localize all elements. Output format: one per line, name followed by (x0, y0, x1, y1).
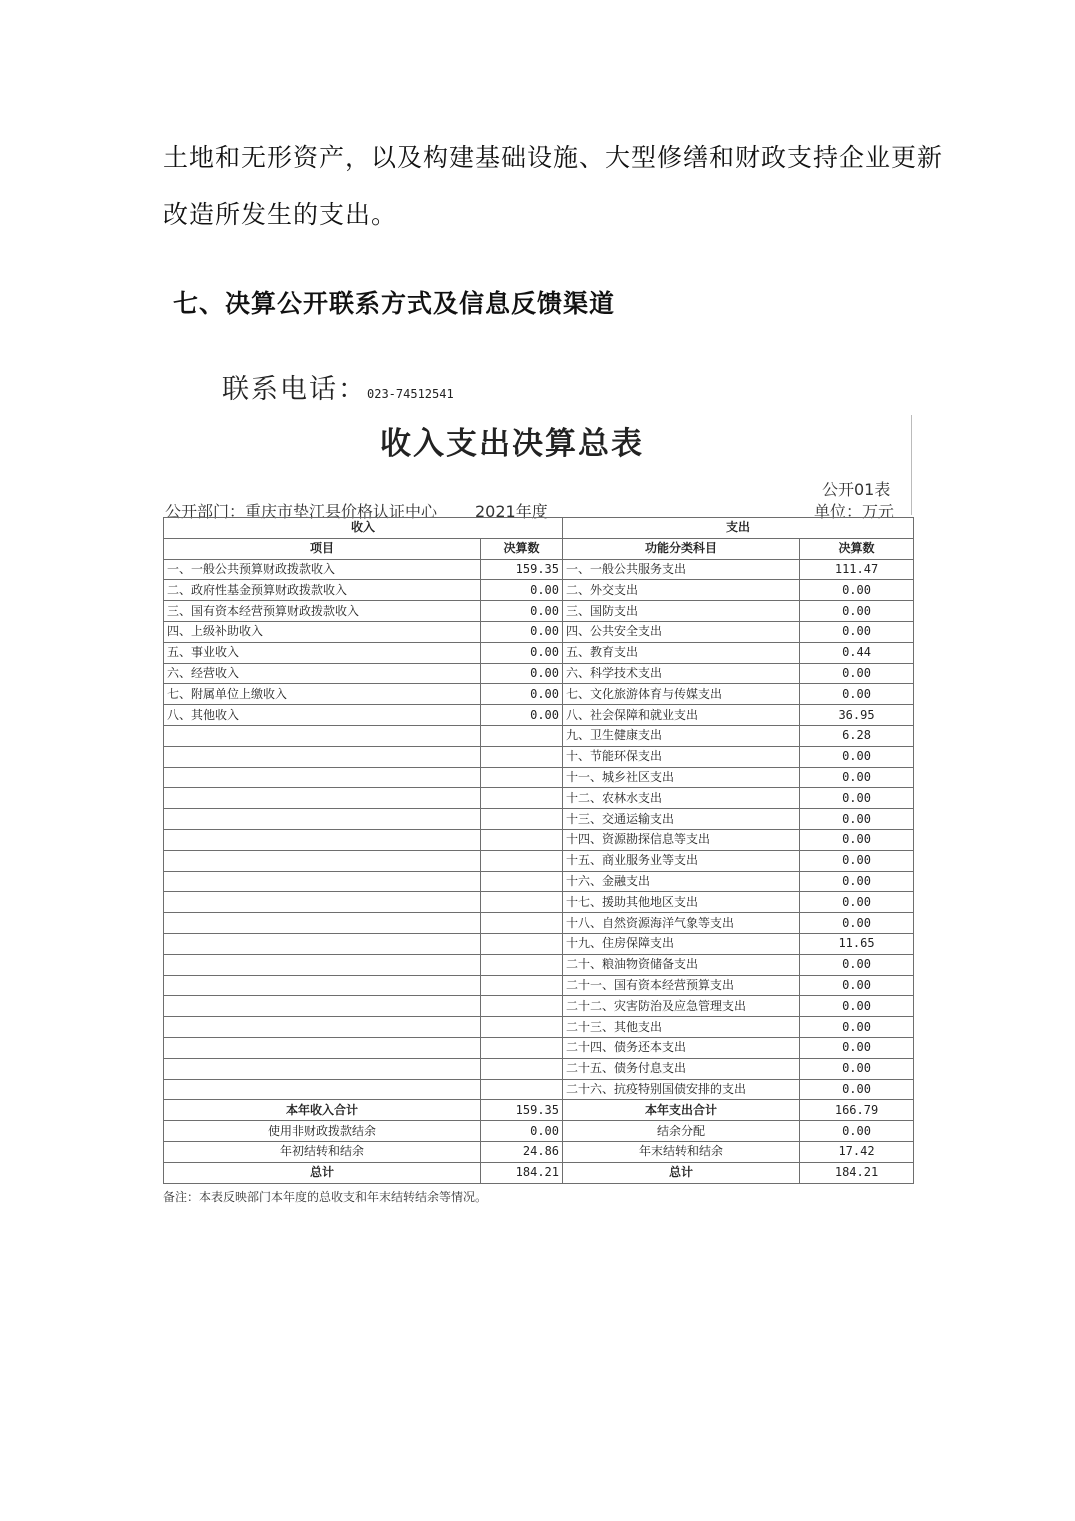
expense-item-cell: 六、科学技术支出 (563, 663, 800, 684)
expense-item-cell: 八、社会保障和就业支出 (563, 705, 800, 726)
income-amount-cell (481, 1079, 563, 1100)
expense-amount-cell: 0.00 (800, 601, 914, 622)
income-amount-cell: 0.00 (481, 601, 563, 622)
table-row (164, 829, 914, 850)
expense-item-cell: 十四、资源勘探信息等支出 (563, 829, 800, 850)
income-item-cell (164, 996, 481, 1017)
expense-amount-cell: 0.00 (800, 892, 914, 913)
income-amount-cell: 0.00 (481, 580, 563, 601)
table-row (164, 850, 914, 871)
summary-expense-amount: 166.79 (800, 1100, 914, 1121)
column-header-amount-expense: 决算数 (800, 538, 914, 559)
phone-number: 023-74512541 (367, 387, 454, 401)
expense-item-cell: 十二、农林水支出 (563, 788, 800, 809)
table-frame-edge (911, 415, 912, 515)
income-item-cell: 一、一般公共预算财政拨款收入 (164, 559, 481, 580)
body-paragraph-line-2: 改造所发生的支出。 (163, 200, 398, 229)
expense-amount-cell: 11.65 (800, 933, 914, 954)
summary-expense-amount: 184.21 (800, 1162, 914, 1183)
income-amount-cell (481, 850, 563, 871)
expense-item-cell: 七、文化旅游体育与传媒支出 (563, 684, 800, 705)
expense-amount-cell: 0.00 (800, 788, 914, 809)
expense-amount-cell: 0.00 (800, 1017, 914, 1038)
income-item-cell (164, 933, 481, 954)
expense-amount-cell: 111.47 (800, 559, 914, 580)
expense-amount-cell: 0.00 (800, 871, 914, 892)
expense-item-cell: 十、节能环保支出 (563, 746, 800, 767)
expense-item-cell: 三、国防支出 (563, 601, 800, 622)
expense-amount-cell: 0.00 (800, 746, 914, 767)
expense-amount-cell: 0.00 (800, 580, 914, 601)
income-amount-cell (481, 1017, 563, 1038)
income-amount-cell: 0.00 (481, 663, 563, 684)
income-amount-cell: 159.35 (481, 559, 563, 580)
income-item-cell (164, 892, 481, 913)
income-item-cell (164, 871, 481, 892)
expense-item-cell: 五、教育支出 (563, 642, 800, 663)
expense-amount-cell: 0.00 (800, 829, 914, 850)
phone-label: 联系电话： (222, 374, 367, 405)
income-amount-cell (481, 975, 563, 996)
summary-expense-label: 本年支出合计 (563, 1100, 800, 1121)
income-item-cell (164, 850, 481, 871)
summary-income-label: 本年收入合计 (164, 1100, 481, 1121)
table-row (164, 954, 914, 975)
income-amount-cell (481, 829, 563, 850)
income-item-cell (164, 725, 481, 746)
income-item-cell (164, 767, 481, 788)
summary-income-amount: 184.21 (481, 1162, 563, 1183)
summary-row (164, 1121, 914, 1142)
table-row (164, 663, 914, 684)
table-row (164, 559, 914, 580)
expense-item-cell: 二十一、国有资本经营预算支出 (563, 975, 800, 996)
expense-amount-cell: 0.00 (800, 1079, 914, 1100)
income-amount-cell (481, 788, 563, 809)
column-header-item: 项目 (164, 538, 481, 559)
income-amount-cell: 0.00 (481, 621, 563, 642)
unit-label: 单位：万元 (814, 502, 895, 521)
income-amount-cell (481, 913, 563, 934)
income-amount-cell: 0.00 (481, 642, 563, 663)
income-item-cell: 八、其他收入 (164, 705, 481, 726)
summary-income-label: 总计 (164, 1162, 481, 1183)
table-row (164, 975, 914, 996)
income-amount-cell (481, 892, 563, 913)
table-row (164, 1017, 914, 1038)
income-item-cell (164, 1079, 481, 1100)
summary-row (164, 1162, 914, 1183)
income-item-cell: 四、上级补助收入 (164, 621, 481, 642)
income-amount-cell (481, 996, 563, 1017)
expense-amount-cell: 0.00 (800, 1058, 914, 1079)
expense-item-cell: 二、外交支出 (563, 580, 800, 601)
expense-amount-cell: 6.28 (800, 725, 914, 746)
table-note: 备注：本表反映部门本年度的总收支和年末结转结余等情况。 (163, 1190, 488, 1204)
table-row (164, 1058, 914, 1079)
income-item-cell (164, 1037, 481, 1058)
expense-item-cell: 十三、交通运输支出 (563, 809, 800, 830)
income-item-cell (164, 746, 481, 767)
expense-item-cell: 二十三、其他支出 (563, 1017, 800, 1038)
income-amount-cell: 0.00 (481, 705, 563, 726)
summary-income-label: 年初结转和结余 (164, 1141, 481, 1162)
table-row (164, 746, 914, 767)
income-amount-cell (481, 746, 563, 767)
expense-item-cell: 二十五、债务付息支出 (563, 1058, 800, 1079)
expense-item-cell: 一、一般公共服务支出 (563, 559, 800, 580)
income-item-cell: 七、附属单位上缴收入 (164, 684, 481, 705)
table-row (164, 871, 914, 892)
expense-item-cell: 十五、商业服务业等支出 (563, 850, 800, 871)
income-expense-table (163, 517, 914, 1184)
expense-amount-cell: 36.95 (800, 705, 914, 726)
expense-amount-cell: 0.00 (800, 663, 914, 684)
income-amount-cell (481, 871, 563, 892)
section-heading: 七、决算公开联系方式及信息反馈渠道 (173, 289, 616, 318)
expense-amount-cell: 0.00 (800, 809, 914, 830)
expense-amount-cell: 0.00 (800, 954, 914, 975)
table-row (164, 892, 914, 913)
expense-item-cell: 十六、金融支出 (563, 871, 800, 892)
table-row (164, 788, 914, 809)
income-item-cell: 五、事业收入 (164, 642, 481, 663)
table-body (164, 559, 914, 1183)
table-row (164, 1037, 914, 1058)
summary-expense-amount: 0.00 (800, 1121, 914, 1142)
table-row (164, 684, 914, 705)
summary-income-amount: 0.00 (481, 1121, 563, 1142)
department-label: 公开部门：重庆市垫江县价格认证中心 (165, 502, 438, 521)
income-amount-cell (481, 1037, 563, 1058)
expense-amount-cell: 0.00 (800, 996, 914, 1017)
fiscal-year: 2021年度 (475, 502, 548, 521)
table-row (164, 996, 914, 1017)
expense-item-cell: 四、公共安全支出 (563, 621, 800, 642)
summary-row (164, 1100, 914, 1121)
table-row (164, 1079, 914, 1100)
table-row (164, 601, 914, 622)
table-row (164, 705, 914, 726)
expense-amount-cell: 0.00 (800, 975, 914, 996)
expense-item-cell: 九、卫生健康支出 (563, 725, 800, 746)
income-amount-cell (481, 767, 563, 788)
income-item-cell (164, 975, 481, 996)
table-row (164, 913, 914, 934)
income-item-cell: 二、政府性基金预算财政拨款收入 (164, 580, 481, 601)
summary-income-amount: 159.35 (481, 1100, 563, 1121)
income-amount-cell (481, 954, 563, 975)
summary-expense-label: 年末结转和结余 (563, 1141, 800, 1162)
expense-item-cell: 二十六、抗疫特别国债安排的支出 (563, 1079, 800, 1100)
summary-income-label: 使用非财政拨款结余 (164, 1121, 481, 1142)
expense-item-cell: 十八、自然资源海洋气象等支出 (563, 913, 800, 934)
table-row (164, 725, 914, 746)
income-amount-cell (481, 933, 563, 954)
income-amount-cell: 0.00 (481, 684, 563, 705)
summary-row (164, 1141, 914, 1162)
table-title: 收入支出决算总表 (380, 426, 644, 462)
income-amount-cell (481, 725, 563, 746)
expense-amount-cell: 0.00 (800, 1037, 914, 1058)
expense-amount-cell: 0.44 (800, 642, 914, 663)
expense-amount-cell: 0.00 (800, 621, 914, 642)
table-row (164, 809, 914, 830)
summary-expense-label: 总计 (563, 1162, 800, 1183)
income-amount-cell (481, 1058, 563, 1079)
expense-item-cell: 十七、援助其他地区支出 (563, 892, 800, 913)
income-item-cell (164, 809, 481, 830)
income-item-cell (164, 1058, 481, 1079)
column-header-amount: 决算数 (481, 538, 563, 559)
body-paragraph-line-1: 土地和无形资产，以及构建基础设施、大型修缮和财政支持企业更新 (163, 143, 944, 172)
income-item-cell (164, 1017, 481, 1038)
table-row (164, 621, 914, 642)
expense-item-cell: 二十四、债务还本支出 (563, 1037, 800, 1058)
table-row (164, 933, 914, 954)
table-row (164, 767, 914, 788)
income-item-cell (164, 954, 481, 975)
expense-amount-cell: 0.00 (800, 684, 914, 705)
expense-item-cell: 二十、粮油物资储备支出 (563, 954, 800, 975)
income-amount-cell (481, 809, 563, 830)
expense-amount-cell: 0.00 (800, 767, 914, 788)
contact-phone (222, 367, 454, 406)
income-item-cell (164, 829, 481, 850)
summary-expense-amount: 17.42 (800, 1141, 914, 1162)
expense-amount-cell: 0.00 (800, 850, 914, 871)
income-section-header: 收入 (164, 518, 563, 539)
income-item-cell (164, 788, 481, 809)
summary-income-amount: 24.86 (481, 1141, 563, 1162)
form-number: 公开01表 (822, 480, 891, 499)
column-header-function: 功能分类科目 (563, 538, 800, 559)
expense-item-cell: 十一、城乡社区支出 (563, 767, 800, 788)
summary-expense-label: 结余分配 (563, 1121, 800, 1142)
income-item-cell (164, 913, 481, 934)
expense-item-cell: 二十二、灾害防治及应急管理支出 (563, 996, 800, 1017)
table-row (164, 580, 914, 601)
income-item-cell: 三、国有资本经营预算财政拨款收入 (164, 601, 481, 622)
table-row (164, 642, 914, 663)
income-item-cell: 六、经营收入 (164, 663, 481, 684)
expense-amount-cell: 0.00 (800, 913, 914, 934)
expense-section-header: 支出 (563, 518, 914, 539)
expense-item-cell: 十九、住房保障支出 (563, 933, 800, 954)
